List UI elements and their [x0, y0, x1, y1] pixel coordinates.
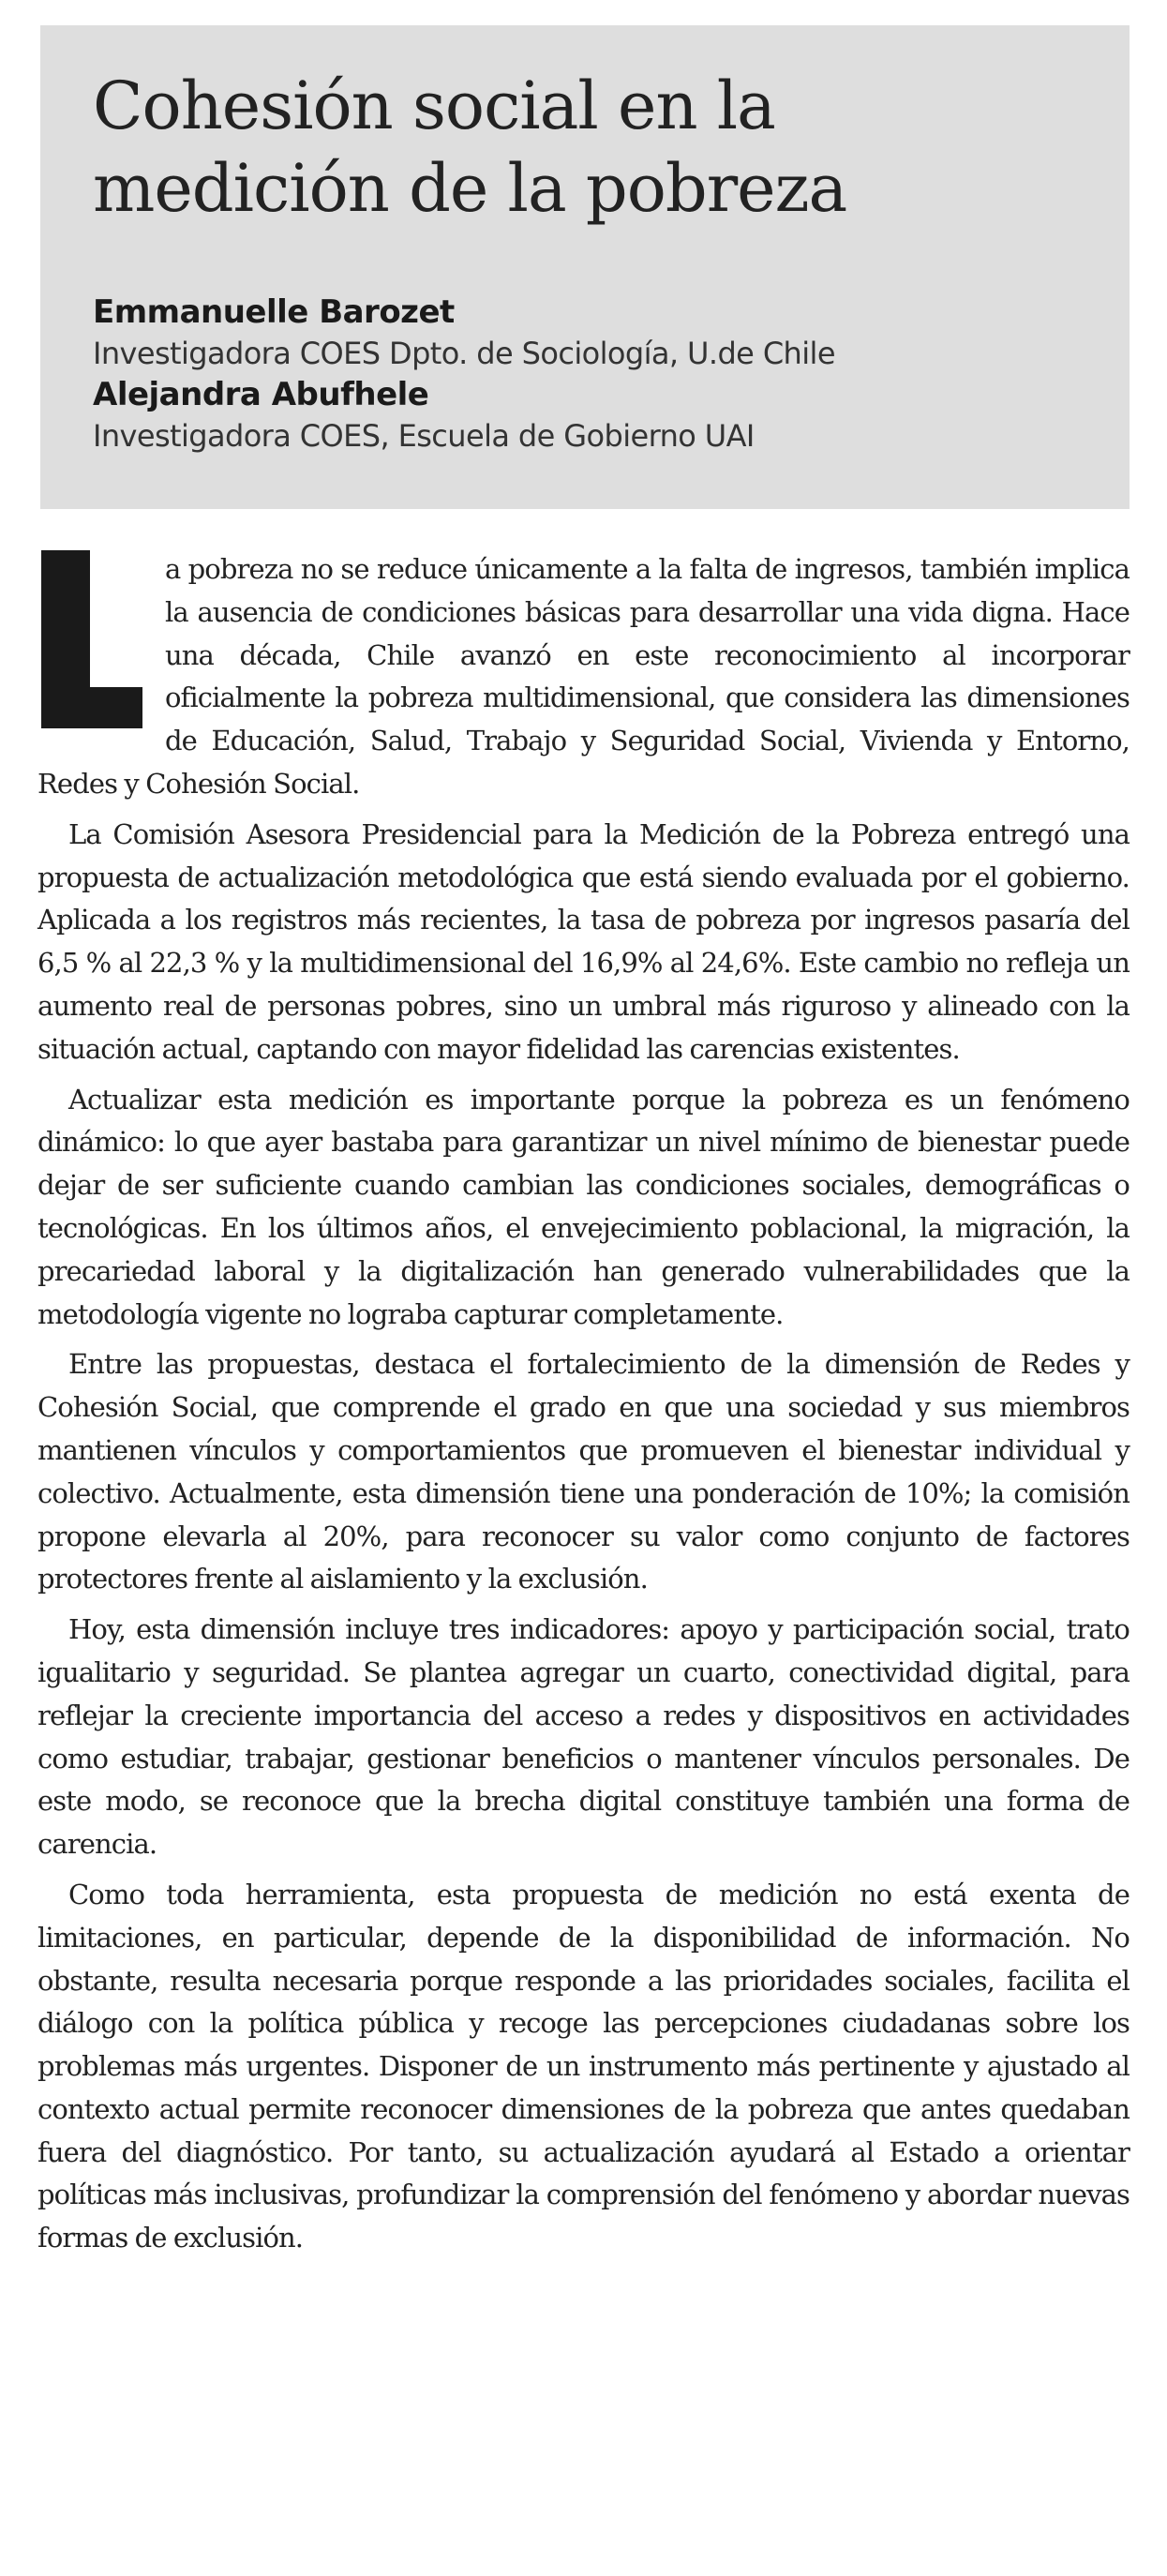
paragraph-1-text: a pobreza no se reduce únicamente a la falta de ingresos, también implica la ausencia de condiciones básicas para desarrollar una vida digna. Hace una década, Chile avanzó en este reconocimiento al incorporar oficialmente la pobreza multidimensional, que considera las dimensiones de Educación, Salud, Trabajo y Seguridad Social, Vivienda y Entorno, Redes y Cohesión Social. — [37, 553, 1130, 800]
author-name-2: Alejandra Abufhele — [93, 376, 429, 413]
drop-cap — [37, 550, 142, 728]
drop-cap-letter-glyph — [37, 550, 142, 728]
author-role-1: Investigadora COES Dpto. de Sociología, U.de Chile — [93, 336, 835, 371]
article-title — [93, 65, 1081, 230]
author-name-1: Emmanuelle Barozet — [93, 293, 455, 331]
paragraph-5: Hoy, esta dimensión incluye tres indicadores: apoyo y participación social, trato igualitario y seguridad. Se plantea agregar un cuarto, conectividad digital, para reflejar la creciente importancia del acceso a redes y dispositivos en actividades como estudiar, trabajar, gestionar beneficios o mantener vínculos personales. De este modo, se reconoce que la brecha digital constituye también una forma de carencia. — [37, 1613, 1130, 1861]
author-list — [93, 292, 1081, 457]
paragraph-1 — [37, 548, 1130, 806]
author-role-2: Investigadora COES, Escuela de Gobierno UAI — [93, 418, 755, 454]
title-line-2: medición de la pobreza — [93, 150, 847, 227]
paragraph-6: Como toda herramienta, esta propuesta de medición no está exenta de limitaciones, en particular, depende de la disponibilidad de información. No obstante, resulta necesaria porque responde a las prioridades sociales, facilita el diálogo con la política pública y recoge las percepciones ciudadanas sobre los problemas más urgentes. Disponer de un instrumento más pertinente y ajustado al contexto actual permite reconocer dimensiones de la pobreza que antes quedaban fuera del diagnóstico. Por tanto, su actualización ayudará al Estado a orientar políticas más inclusivas, profundizar la comprensión del fenómeno y abordar nuevas formas de exclusión. — [37, 1878, 1130, 2254]
paragraph-2: La Comisión Asesora Presidencial para la Medición de la Pobreza entregó una propuesta de actualización metodológica que está siendo evaluada por el gobierno. Aplicada a los registros más recientes, la tasa de pobreza por ingresos pasaría del 6,5 % al 22,3 % y la multidimensional del 16,9% al 24,6%. Este cambio no refleja un aumento real de personas pobres, sino un umbral más riguroso y alineado con la situación actual, captando con mayor fidelidad las carencias existentes. — [37, 817, 1130, 1065]
header-box — [40, 25, 1130, 509]
article-body — [37, 548, 1130, 2268]
title-line-1: Cohesión social en la — [93, 67, 775, 144]
paragraph-4: Entre las propuestas, destaca el fortalecimiento de la dimensión de Redes y Cohesión Social, que comprende el grado en que una sociedad y sus miembros mantienen vínculos y comportamientos que promueven el bienestar individual y colectivo. Actualmente, esta dimensión tiene una ponderación de 10%; la comisión propone elevarla al 20%, para reconocer su valor como conjunto de factores protectores frente al aislamiento y la exclusión. — [37, 1348, 1130, 1595]
paragraph-3: Actualizar esta medición es importante porque la pobreza es un fenómeno dinámico: lo que ayer bastaba para garantizar un nivel mínimo de bienestar puede dejar de ser suficiente cuando cambian las condiciones sociales, demográficas o tecnológicas. En los últimos años, el envejecimiento poblacional, la migración, la precariedad laboral y la digitalización han generado vulnerabilidades que la metodología vigente no lograba capturar completamente. — [37, 1083, 1130, 1330]
